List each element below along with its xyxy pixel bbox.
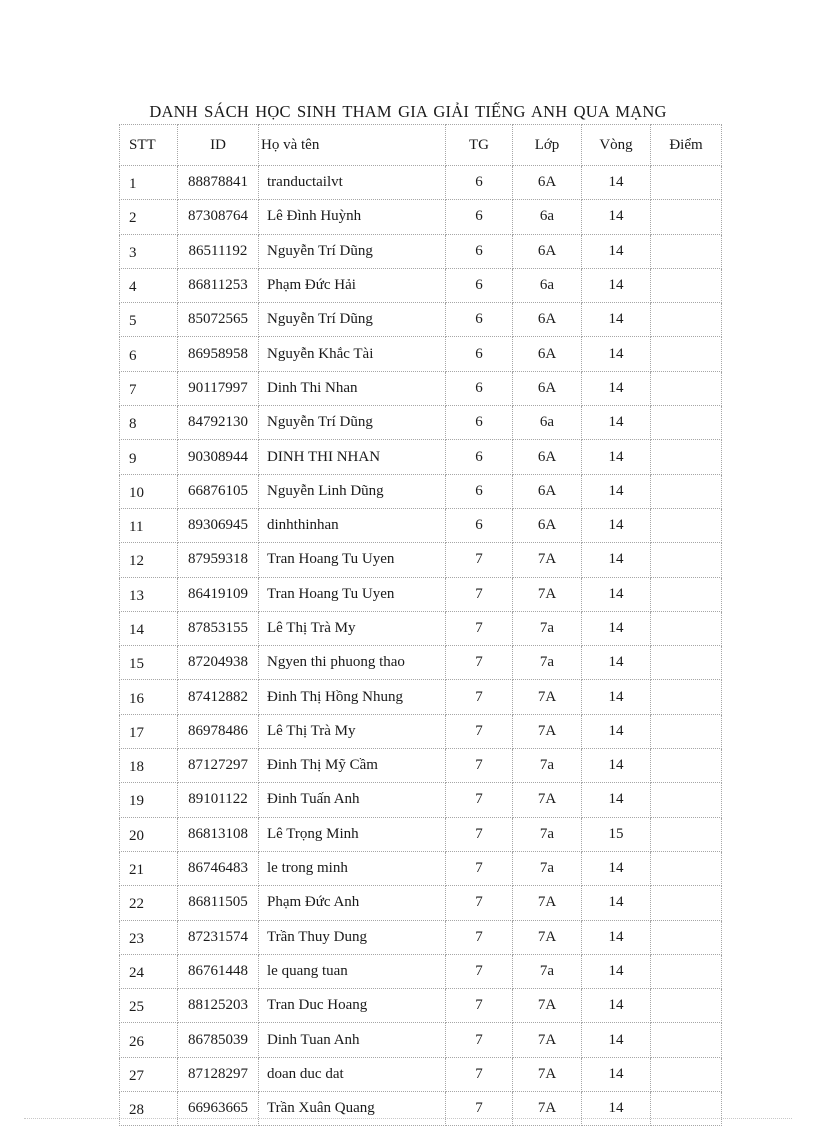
header-diem: Điểm xyxy=(651,125,722,166)
table-row xyxy=(120,1092,722,1126)
cell-vong: 14 xyxy=(582,268,651,302)
cell-stt: 15 xyxy=(120,646,178,680)
cell-lop: 6A xyxy=(513,337,582,371)
cell-lop: 6A xyxy=(513,303,582,337)
cell-name: Nguyễn Khắc Tài xyxy=(259,337,446,371)
cell-diem xyxy=(651,1023,722,1057)
cell-lop: 7A xyxy=(513,989,582,1023)
cell-vong: 14 xyxy=(582,714,651,748)
cell-vong: 14 xyxy=(582,371,651,405)
cell-tg: 7 xyxy=(446,989,513,1023)
cell-vong: 14 xyxy=(582,989,651,1023)
cell-lop: 6A xyxy=(513,234,582,268)
table-row xyxy=(120,851,722,885)
cell-vong: 14 xyxy=(582,1057,651,1091)
table-body xyxy=(120,166,722,1126)
header-id: ID xyxy=(178,125,259,166)
cell-name: Tran Hoang Tu Uyen xyxy=(259,577,446,611)
cell-diem xyxy=(651,474,722,508)
cell-id: 84792130 xyxy=(178,406,259,440)
table-header-row xyxy=(120,125,722,166)
cell-lop: 6A xyxy=(513,474,582,508)
cell-diem xyxy=(651,680,722,714)
cell-stt: 20 xyxy=(120,817,178,851)
cell-id: 87412882 xyxy=(178,680,259,714)
cell-id: 87231574 xyxy=(178,920,259,954)
cell-vong: 14 xyxy=(582,680,651,714)
cell-stt: 16 xyxy=(120,680,178,714)
cell-tg: 7 xyxy=(446,577,513,611)
cell-tg: 7 xyxy=(446,1023,513,1057)
cell-diem xyxy=(651,166,722,200)
cell-name: tranductailvt xyxy=(259,166,446,200)
cell-tg: 7 xyxy=(446,1057,513,1091)
table-row xyxy=(120,303,722,337)
cell-id: 86811505 xyxy=(178,886,259,920)
cell-stt: 23 xyxy=(120,920,178,954)
cell-diem xyxy=(651,989,722,1023)
cell-name: Phạm Đức Hải xyxy=(259,268,446,302)
cell-id: 86746483 xyxy=(178,851,259,885)
cell-name: Dinh Thi Nhan xyxy=(259,371,446,405)
cell-vong: 14 xyxy=(582,577,651,611)
cell-stt: 25 xyxy=(120,989,178,1023)
cell-tg: 6 xyxy=(446,371,513,405)
cell-tg: 7 xyxy=(446,543,513,577)
cell-diem xyxy=(651,886,722,920)
cell-stt: 4 xyxy=(120,268,178,302)
cell-diem xyxy=(651,920,722,954)
cell-name: Nguyễn Linh Dũng xyxy=(259,474,446,508)
cell-id: 87308764 xyxy=(178,200,259,234)
cell-vong: 14 xyxy=(582,543,651,577)
page-title: DANH SÁCH HỌC SINH THAM GIA GIẢI TIẾNG ANH QUA MẠNG xyxy=(149,102,667,121)
cell-diem xyxy=(651,646,722,680)
cell-stt: 10 xyxy=(120,474,178,508)
cell-diem xyxy=(651,200,722,234)
cell-id: 90117997 xyxy=(178,371,259,405)
cell-diem xyxy=(651,851,722,885)
table-row xyxy=(120,680,722,714)
cell-lop: 6A xyxy=(513,440,582,474)
cell-id: 87127297 xyxy=(178,749,259,783)
cell-stt: 24 xyxy=(120,954,178,988)
cell-stt: 5 xyxy=(120,303,178,337)
cell-lop: 7A xyxy=(513,680,582,714)
cell-tg: 6 xyxy=(446,337,513,371)
cell-vong: 15 xyxy=(582,817,651,851)
cell-tg: 7 xyxy=(446,954,513,988)
cell-name: Lê Thị Trà My xyxy=(259,714,446,748)
cell-tg: 6 xyxy=(446,166,513,200)
cell-diem xyxy=(651,611,722,645)
cell-diem xyxy=(651,543,722,577)
table-row xyxy=(120,508,722,542)
table-row xyxy=(120,817,722,851)
cell-id: 86813108 xyxy=(178,817,259,851)
cell-diem xyxy=(651,303,722,337)
cell-name: Đinh Thị Mỹ Cầm xyxy=(259,749,446,783)
cell-id: 87204938 xyxy=(178,646,259,680)
cell-lop: 7A xyxy=(513,920,582,954)
cell-vong: 14 xyxy=(582,508,651,542)
cell-stt: 14 xyxy=(120,611,178,645)
table-row xyxy=(120,268,722,302)
cell-vong: 14 xyxy=(582,474,651,508)
cell-stt: 11 xyxy=(120,508,178,542)
cell-name: doan duc dat xyxy=(259,1057,446,1091)
cell-diem xyxy=(651,783,722,817)
cell-lop: 6a xyxy=(513,406,582,440)
cell-id: 86978486 xyxy=(178,714,259,748)
cell-diem xyxy=(651,337,722,371)
cell-stt: 22 xyxy=(120,886,178,920)
cell-lop: 7a xyxy=(513,749,582,783)
cell-lop: 6A xyxy=(513,508,582,542)
cell-tg: 6 xyxy=(446,474,513,508)
cell-diem xyxy=(651,749,722,783)
cell-stt: 7 xyxy=(120,371,178,405)
cell-stt: 17 xyxy=(120,714,178,748)
header-stt: STT xyxy=(120,125,178,166)
cell-tg: 6 xyxy=(446,440,513,474)
cell-id: 89306945 xyxy=(178,508,259,542)
cell-id: 87128297 xyxy=(178,1057,259,1091)
cell-tg: 6 xyxy=(446,268,513,302)
cell-id: 86419109 xyxy=(178,577,259,611)
cell-diem xyxy=(651,714,722,748)
cell-name: Phạm Đức Anh xyxy=(259,886,446,920)
cell-lop: 7a xyxy=(513,851,582,885)
cell-diem xyxy=(651,508,722,542)
cell-vong: 14 xyxy=(582,406,651,440)
cell-vong: 14 xyxy=(582,954,651,988)
cell-stt: 12 xyxy=(120,543,178,577)
table-row xyxy=(120,749,722,783)
cell-diem xyxy=(651,1092,722,1126)
cell-id: 87959318 xyxy=(178,543,259,577)
header-lop: Lớp xyxy=(513,125,582,166)
cell-tg: 7 xyxy=(446,714,513,748)
cell-name: Trần Thuy Dung xyxy=(259,920,446,954)
cell-stt: 2 xyxy=(120,200,178,234)
cell-name: le quang tuan xyxy=(259,954,446,988)
cell-tg: 7 xyxy=(446,817,513,851)
table-row xyxy=(120,611,722,645)
cell-vong: 14 xyxy=(582,749,651,783)
cell-stt: 28 xyxy=(120,1092,178,1126)
table-row xyxy=(120,920,722,954)
cell-id: 66963665 xyxy=(178,1092,259,1126)
cell-stt: 18 xyxy=(120,749,178,783)
cell-name: Đinh Thị Hồng Nhung xyxy=(259,680,446,714)
cell-tg: 7 xyxy=(446,611,513,645)
table-row xyxy=(120,234,722,268)
cell-vong: 14 xyxy=(582,234,651,268)
cell-tg: 7 xyxy=(446,749,513,783)
cell-lop: 6A xyxy=(513,166,582,200)
cell-stt: 3 xyxy=(120,234,178,268)
table-row xyxy=(120,166,722,200)
cell-name: Nguyễn Trí Dũng xyxy=(259,234,446,268)
cell-tg: 6 xyxy=(446,406,513,440)
cell-id: 87853155 xyxy=(178,611,259,645)
cell-name: Tran Hoang Tu Uyen xyxy=(259,543,446,577)
cell-tg: 7 xyxy=(446,646,513,680)
cell-name: le trong minh xyxy=(259,851,446,885)
cell-stt: 9 xyxy=(120,440,178,474)
cell-id: 85072565 xyxy=(178,303,259,337)
cell-vong: 14 xyxy=(582,200,651,234)
cell-vong: 14 xyxy=(582,440,651,474)
table-row xyxy=(120,337,722,371)
student-table xyxy=(119,124,722,1126)
cell-id: 86958958 xyxy=(178,337,259,371)
cell-tg: 7 xyxy=(446,783,513,817)
table-row xyxy=(120,646,722,680)
cell-vong: 14 xyxy=(582,166,651,200)
cell-stt: 27 xyxy=(120,1057,178,1091)
table-row xyxy=(120,1023,722,1057)
cell-tg: 6 xyxy=(446,303,513,337)
table-row xyxy=(120,954,722,988)
cell-lop: 7A xyxy=(513,886,582,920)
cell-id: 88125203 xyxy=(178,989,259,1023)
cell-name: Ngyen thi phuong thao xyxy=(259,646,446,680)
cell-name: Tran Duc Hoang xyxy=(259,989,446,1023)
cell-vong: 14 xyxy=(582,303,651,337)
cell-id: 89101122 xyxy=(178,783,259,817)
cell-lop: 7A xyxy=(513,783,582,817)
table-row xyxy=(120,783,722,817)
cell-name: dinhthinhan xyxy=(259,508,446,542)
cell-lop: 7a xyxy=(513,954,582,988)
cell-lop: 7A xyxy=(513,1023,582,1057)
cell-lop: 6a xyxy=(513,200,582,234)
cell-stt: 6 xyxy=(120,337,178,371)
cell-stt: 19 xyxy=(120,783,178,817)
cell-vong: 14 xyxy=(582,1023,651,1057)
table-row xyxy=(120,886,722,920)
cell-vong: 14 xyxy=(582,1092,651,1126)
cell-diem xyxy=(651,577,722,611)
cell-lop: 6a xyxy=(513,268,582,302)
cell-tg: 6 xyxy=(446,200,513,234)
cell-lop: 7a xyxy=(513,646,582,680)
cell-name: Dinh Tuan Anh xyxy=(259,1023,446,1057)
cell-lop: 7a xyxy=(513,817,582,851)
table-row xyxy=(120,989,722,1023)
cell-vong: 14 xyxy=(582,646,651,680)
table-row xyxy=(120,440,722,474)
cell-name: Trần Xuân Quang xyxy=(259,1092,446,1126)
header-tg: TG xyxy=(446,125,513,166)
cell-tg: 7 xyxy=(446,886,513,920)
cell-tg: 7 xyxy=(446,680,513,714)
cell-tg: 7 xyxy=(446,920,513,954)
cell-lop: 7A xyxy=(513,577,582,611)
table-row xyxy=(120,1057,722,1091)
cell-vong: 14 xyxy=(582,920,651,954)
cell-diem xyxy=(651,406,722,440)
cell-id: 86511192 xyxy=(178,234,259,268)
table-row xyxy=(120,406,722,440)
cell-stt: 1 xyxy=(120,166,178,200)
cell-tg: 7 xyxy=(446,851,513,885)
cell-id: 88878841 xyxy=(178,166,259,200)
table-row xyxy=(120,577,722,611)
cell-id: 90308944 xyxy=(178,440,259,474)
cell-name: DINH THI NHAN xyxy=(259,440,446,474)
cell-id: 86785039 xyxy=(178,1023,259,1057)
cell-name: Nguyễn Trí Dũng xyxy=(259,406,446,440)
cell-id: 66876105 xyxy=(178,474,259,508)
table-row xyxy=(120,371,722,405)
cell-diem xyxy=(651,817,722,851)
cell-name: Nguyễn Trí Dũng xyxy=(259,303,446,337)
cell-diem xyxy=(651,954,722,988)
cell-tg: 6 xyxy=(446,508,513,542)
cell-lop: 7A xyxy=(513,1092,582,1126)
cell-name: Lê Thị Trà My xyxy=(259,611,446,645)
cell-name: Lê Đình Huỳnh xyxy=(259,200,446,234)
cell-stt: 21 xyxy=(120,851,178,885)
cell-tg: 7 xyxy=(446,1092,513,1126)
cell-lop: 7A xyxy=(513,543,582,577)
cell-stt: 26 xyxy=(120,1023,178,1057)
cell-lop: 7A xyxy=(513,714,582,748)
cell-lop: 7a xyxy=(513,611,582,645)
page-bottom-divider xyxy=(24,1118,792,1119)
cell-lop: 7A xyxy=(513,1057,582,1091)
table-row xyxy=(120,474,722,508)
cell-diem xyxy=(651,1057,722,1091)
cell-vong: 14 xyxy=(582,886,651,920)
cell-id: 86761448 xyxy=(178,954,259,988)
cell-name: Lê Trọng Minh xyxy=(259,817,446,851)
cell-lop: 6A xyxy=(513,371,582,405)
cell-diem xyxy=(651,371,722,405)
header-name: Họ và tên xyxy=(259,125,446,166)
cell-vong: 14 xyxy=(582,783,651,817)
cell-vong: 14 xyxy=(582,337,651,371)
table-row xyxy=(120,543,722,577)
cell-tg: 6 xyxy=(446,234,513,268)
cell-diem xyxy=(651,234,722,268)
cell-diem xyxy=(651,268,722,302)
table-row xyxy=(120,200,722,234)
cell-diem xyxy=(651,440,722,474)
header-vong: Vòng xyxy=(582,125,651,166)
cell-stt: 8 xyxy=(120,406,178,440)
cell-name: Đinh Tuấn Anh xyxy=(259,783,446,817)
cell-vong: 14 xyxy=(582,611,651,645)
cell-stt: 13 xyxy=(120,577,178,611)
cell-id: 86811253 xyxy=(178,268,259,302)
cell-vong: 14 xyxy=(582,851,651,885)
table-row xyxy=(120,714,722,748)
